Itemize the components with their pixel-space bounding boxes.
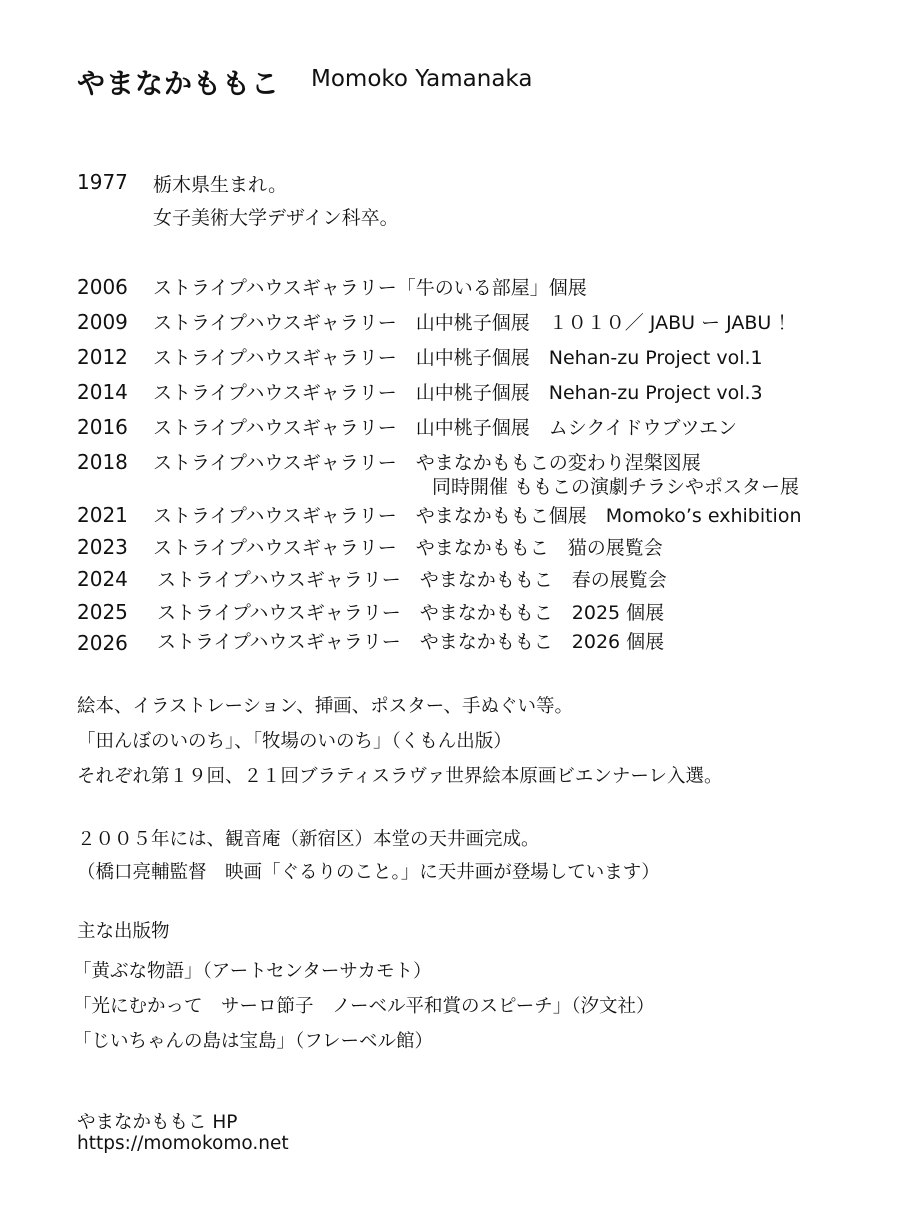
publication-item: 「光にむかって サーロ節子 ノーベル平和賞のスピーチ」（汐文社） (73, 996, 655, 1017)
exhibition-text: ストライプハウスギャラリー やまなかももこ 2026 個展 (157, 631, 665, 653)
exhibition-text: ストライプハウスギャラリー やまなかももこ 2025 個展 (157, 602, 665, 624)
exhibition-text: ストライプハウスギャラリー 山中桃子個展 １０１０／ JABU ー JABU ！ (153, 312, 797, 334)
exhibition-year: 2009 (77, 310, 128, 334)
bio-line-birthplace: 栃木県生まれ。 (153, 174, 288, 196)
exhibition-text: ストライプハウスギャラリー 山中桃子個展 ムシクイドウブツエン (153, 417, 738, 439)
exhibition-year: 2018 (77, 450, 128, 474)
publication-item: 「じいちゃんの島は宝島」（フレーベル館） (73, 1031, 434, 1052)
ceiling-line: （橋口亮輔監督 映画「ぐるりのこと。」に天井画が登場しています） (77, 862, 660, 883)
exhibition-text: ストライプハウスギャラリー「牛のいる部屋」個展 (153, 277, 587, 299)
homepage-url[interactable]: https://momokomo.net (77, 1133, 289, 1154)
ceiling-line: ２００５年には、観音庵（新宿区）本堂の天井画完成。 (77, 829, 540, 850)
works-line: 「田んぼのいのち」、「牧場のいのち」（くもん出版） (77, 731, 512, 752)
exhibition-text-sub: 同時開催 ももこの演劇チラシやポスター展 (432, 476, 800, 498)
birth-year: 1977 (77, 170, 128, 194)
exhibition-year: 2026 (77, 631, 128, 655)
exhibition-year: 2016 (77, 415, 128, 439)
exhibition-text: ストライプハウスギャラリー やまなかももこ 猫の展覧会 (153, 537, 663, 559)
publications-heading: 主な出版物 (77, 921, 170, 942)
exhibition-year: 2025 (77, 600, 128, 624)
works-line: それぞれ第１９回、２１回ブラティスラヴァ世界絵本原画ビエンナーレ入選。 (77, 766, 723, 787)
exhibition-year: 2014 (77, 380, 128, 404)
homepage-label: やまなかももこ HP (77, 1112, 238, 1133)
exhibition-text: ストライプハウスギャラリー やまなかももこ 春の展覧会 (157, 569, 667, 591)
exhibition-text: ストライプハウスギャラリー やまなかももこ個展 Momoko’s exhibition (153, 505, 802, 527)
exhibition-year: 2012 (77, 345, 128, 369)
exhibition-text: ストライプハウスギャラリー やまなかももこの変わり涅槃図展 (153, 452, 701, 474)
bio-line-education: 女子美術大学デザイン科卒。 (153, 207, 399, 229)
publication-item: 「黄ぶな物語」（アートセンターサカモト） (73, 961, 432, 982)
works-line: 絵本、イラストレーション、挿画、ポスター、手ぬぐい等。 (77, 696, 573, 717)
exhibition-year: 2023 (77, 535, 128, 559)
exhibition-year: 2021 (77, 503, 128, 527)
exhibition-text: ストライプハウスギャラリー 山中桃子個展 Nehan-zu Project vol.1 (153, 347, 763, 369)
exhibition-text: ストライプハウスギャラリー 山中桃子個展 Nehan-zu Project vol.3 (153, 382, 763, 404)
exhibition-year: 2006 (77, 275, 128, 299)
exhibition-year: 2024 (77, 567, 128, 591)
artist-name-ja: やまなかももこ (77, 67, 281, 100)
artist-name-en: Momoko Yamanaka (311, 66, 533, 92)
